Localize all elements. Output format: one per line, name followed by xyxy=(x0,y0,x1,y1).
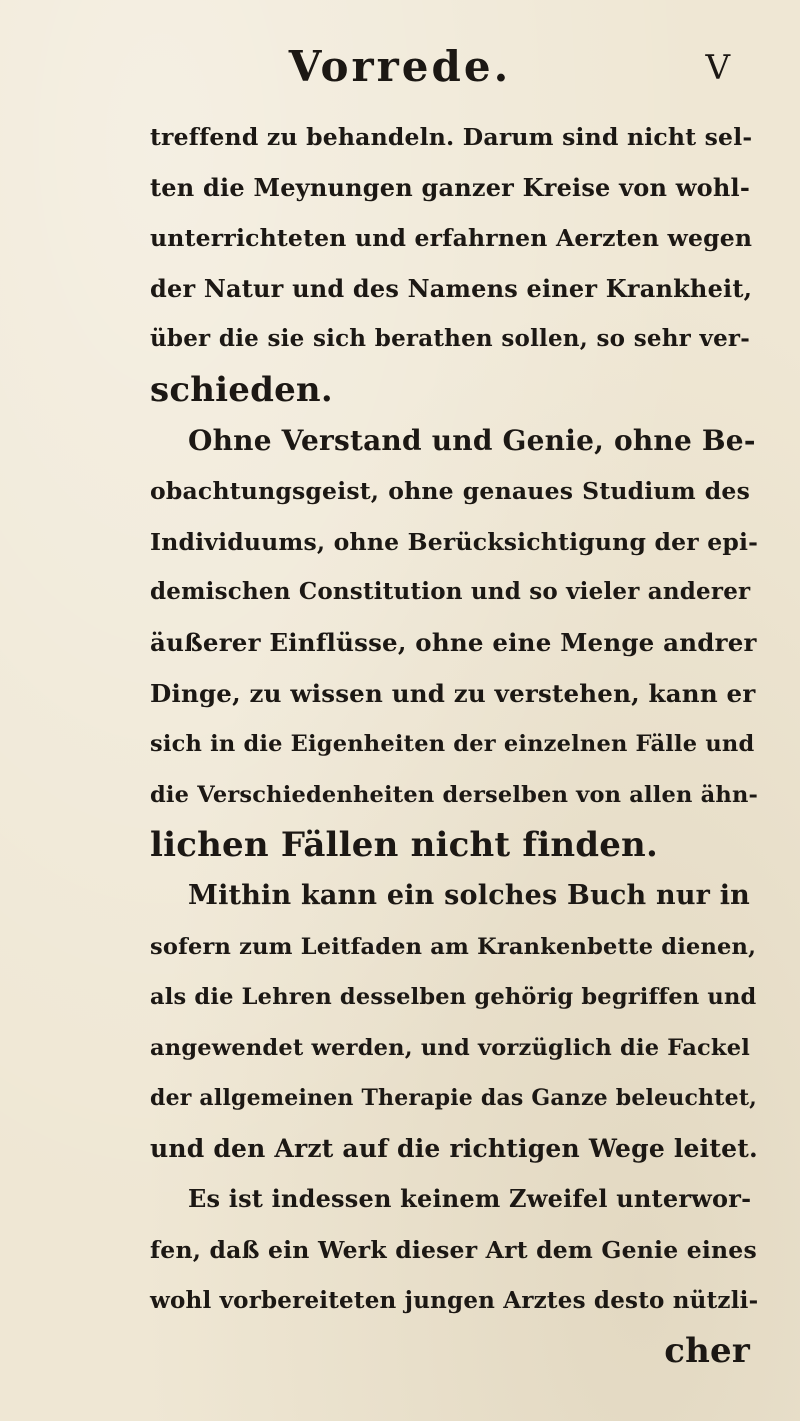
text-line: und den Arzt auf die richtigen Wege leitet. xyxy=(150,1133,758,1163)
text-line: Mithin kann ein solches Buch nur in xyxy=(188,879,750,911)
text-line: Dinge, zu wissen und zu verstehen, kann er xyxy=(150,678,756,708)
text-line: ten die Meynungen ganzer Kreise von wohl- xyxy=(150,172,750,202)
text-line: schieden. xyxy=(150,369,333,410)
text-line: Ohne Verstand und Genie, ohne Be- xyxy=(188,423,756,457)
running-title: Vorrede. xyxy=(288,42,512,91)
text-line: als die Lehren desselben gehörig begriffen und xyxy=(150,984,757,1011)
text-line: der allgemeinen Therapie das Ganze beleuchtet, xyxy=(150,1085,758,1112)
text-line: demischen Constitution und so vieler anderer xyxy=(150,578,751,606)
text-line: äußerer Einflüsse, ohne eine Menge andrer xyxy=(150,627,757,657)
text-line: fen, daß ein Werk dieser Art dem Genie eines xyxy=(150,1236,757,1265)
page-header xyxy=(0,42,800,112)
text-line: wohl vorbereiteten jungen Arztes desto nützli- xyxy=(150,1286,759,1314)
body-text xyxy=(150,112,759,1377)
text-line: lichen Fällen nicht finden. xyxy=(150,825,658,866)
text-line: angewendet werden, und vorzüglich die Fackel xyxy=(150,1034,750,1061)
catchword: cher xyxy=(664,1331,750,1372)
text-line: unterrichteten und erfahrnen Aerzten wegen xyxy=(150,224,753,253)
text-line: der Natur und des Namens einer Krankheit, xyxy=(150,273,753,303)
text-line: Es ist indessen keinem Zweifel unterwor- xyxy=(188,1184,752,1214)
text-line: Individuums, ohne Berücksichtigung der epi- xyxy=(150,527,759,556)
page-number: V xyxy=(705,48,730,88)
text-line: die Verschiedenheiten derselben von allen ähn- xyxy=(150,781,759,808)
text-line: sofern zum Leitfaden am Krankenbette dienen, xyxy=(150,933,757,960)
text-line: treffend zu behandeln. Darum sind nicht sel- xyxy=(150,123,753,151)
text-line: über die sie sich berathen sollen, so sehr ver- xyxy=(150,325,750,353)
text-line: sich in die Eigenheiten der einzelnen Fälle und xyxy=(150,731,755,758)
text-line: obachtungsgeist, ohne genaues Studium des xyxy=(150,477,750,506)
